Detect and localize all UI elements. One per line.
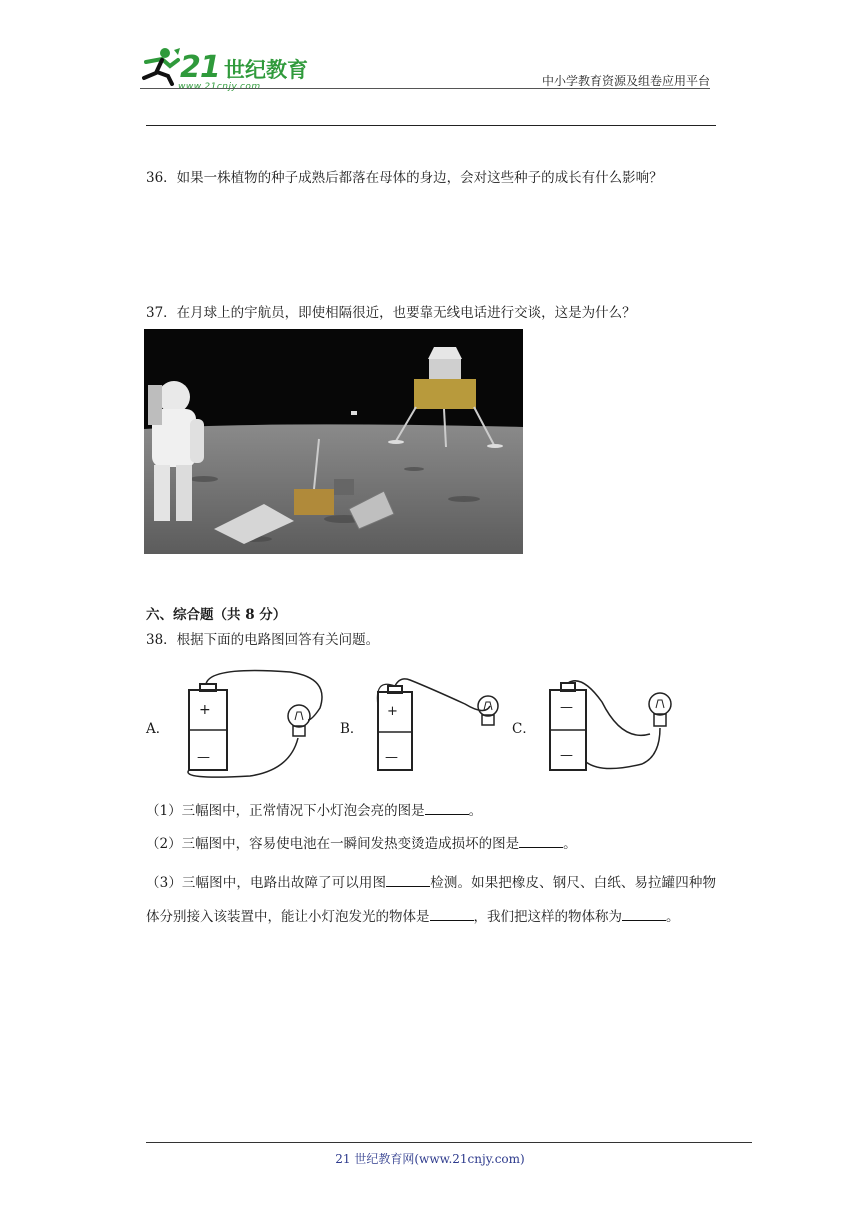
header-rule	[146, 125, 716, 126]
answer-blank-3[interactable]	[386, 872, 430, 887]
answer-blank-4[interactable]	[430, 906, 474, 921]
sub2-text: （2）三幅图中，容易使电池在一瞬间发热变烫造成损坏的图是	[146, 836, 520, 852]
sub3-end: 。	[666, 909, 680, 925]
terminal-minus-b: —	[385, 750, 398, 765]
question-36: 36．如果一株植物的种子成熟后都落在母体的身边，会对这些种子的成长有什么影响？	[146, 170, 663, 186]
logo-url: www.21cnjy.com	[178, 82, 261, 92]
platform-name: 中小学教育资源及组卷应用平台	[541, 74, 710, 88]
sub1-end: 。	[468, 803, 483, 819]
sub-question-1	[146, 800, 716, 821]
diagram-label-b: B．	[340, 721, 364, 737]
sub-question-2	[146, 833, 716, 854]
sub3-text-b: 检测。如果把橡皮、钢尺、白纸、易拉罐四种物体分别接入该装置中，能让小灯泡发光的物体是	[146, 875, 716, 925]
question-38: 38．根据下面的电路图回答有关问题。	[146, 632, 380, 648]
moon-astronaut-photo	[144, 329, 523, 554]
runner-logo-icon	[140, 46, 182, 86]
logo-text: 世纪教育	[224, 58, 308, 82]
sub3-text-a: （3）三幅图中，电路出故障了可以用图	[146, 875, 387, 891]
terminal-minus-c-top: —	[560, 700, 573, 715]
logo-number: 21	[180, 50, 220, 85]
diagram-label-c: C．	[512, 721, 536, 737]
sub1-text: （1）三幅图中，正常情况下小灯泡会亮的图是	[146, 803, 425, 819]
question-37: 37．在月球上的宇航员，即使相隔很近，也要靠无线电话进行交谈，这是为什么？	[146, 305, 636, 321]
terminal-plus-b: +	[387, 704, 398, 719]
footer-rule	[146, 1142, 752, 1143]
terminal-minus-c-bottom: —	[560, 748, 573, 763]
sub2-end: 。	[563, 836, 577, 852]
answer-blank-5[interactable]	[622, 906, 666, 921]
section-title: 六、综合题（共 8 分）	[146, 607, 287, 623]
footer-text: 21 世纪教育网(www.21cnjy.com)	[335, 1152, 525, 1166]
site-logo	[140, 44, 310, 92]
terminal-minus-a: —	[197, 750, 210, 765]
terminal-plus-a: +	[199, 702, 211, 718]
sub-question-3	[146, 866, 716, 934]
sub3-text-c: ，我们把这样的物体称为	[473, 909, 622, 925]
diagram-label-a: A．	[146, 721, 170, 737]
answer-blank-2[interactable]	[519, 833, 563, 848]
answer-blank-1[interactable]	[425, 800, 469, 815]
